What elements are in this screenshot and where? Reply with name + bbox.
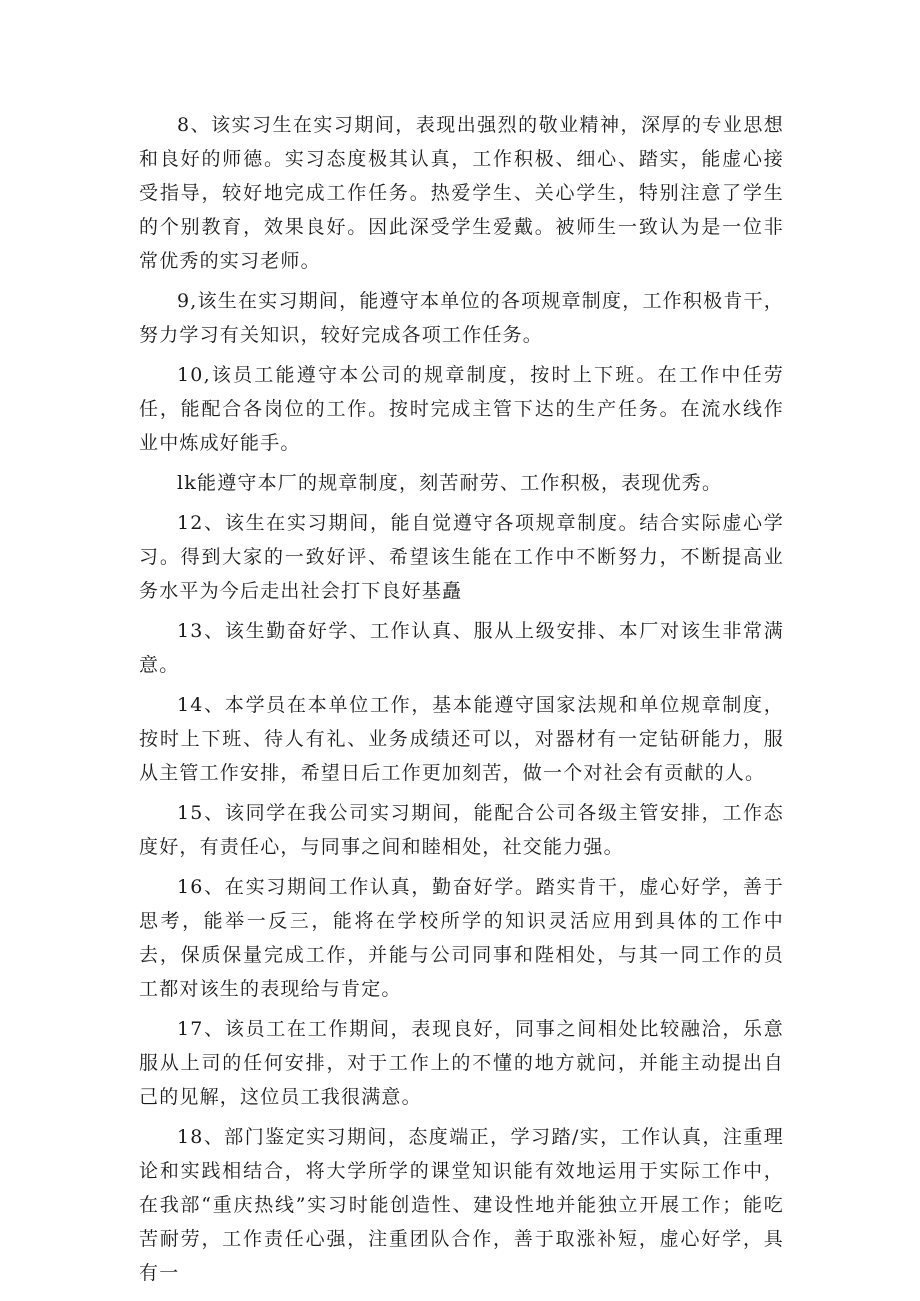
paragraph-13: 13、该生勤奋好学、工作认真、服从上级安排、本厂对该生非常满意。: [139, 620, 784, 676]
paragraph-9: 9,该生在实习期间，能遵守本单位的各项规章制度，工作积极肯干，努力学习有关知识，较好完成各项工作任务。: [139, 290, 784, 346]
paragraph-15: 15、该同学在我公司实习期间，能配合公司各级主管安排，工作态度好，有责任心，与同事之间和睦相处，社交能力强。: [139, 802, 784, 858]
paragraph-18: 18、部门鉴定实习期间，态度端正，学习踏/实，工作认真，注重理论和实践相结合，将大学所学的课堂知识能有效地运用于实际工作中，在我部“重庆热线”实习时能创造性、建设性地并能独立开展工作；能吃苦耐劳，工作责任心强，注重团队合作，善于取涨补短，虚心好学，具有一: [139, 1126, 784, 1284]
paragraph-10: 10,该员工能遵守本公司的规章制度，按时上下班。在工作中任劳任，能配合各岗位的工作。按时完成主管下达的生产任务。在流水线作业中炼成好能手。: [139, 364, 784, 454]
paragraph-8: 8、该实习生在实习期间，表现出强烈的敬业精神，深厚的专业思想和良好的师德。实习态度极其认真，工作积极、细心、踏实，能虚心接受指导，较好地完成工作任务。热爱学生、关心学生，特别注意了学生的个别教育，效果良好。因此深受学生爱戴。被师生一致认为是一位非常优秀的实习老师。: [139, 114, 784, 272]
paragraph-16: 16、在实习期间工作认真，勤奋好学。踏实肯干，虚心好学，善于思考，能举一反三，能将在学校所学的知识灵活应用到具体的工作中去，保质保量完成工作，并能与公司同事和陛相处，与其一同工作的员工都对该生的表现给与肯定。: [139, 876, 784, 1000]
document-body: [139, 108, 784, 1296]
paragraph-14: 14、本学员在本单位工作，基本能遵守国家法规和单位规章制度，按时上下班、待人有礼、业务成绩还可以，对器材有一定钻研能力，服从主管工作安排，希望日后工作更加刻苦，做一个对社会有贡献的人。: [139, 694, 784, 784]
paragraph-12: 12、该生在实习期间，能自觉遵守各项规章制度。结合实际虚心学习。得到大家的一致好评、希望该生能在工作中不断努力，不断提高业务水平为今后走出社会打下良好基矗: [139, 512, 784, 602]
paragraph-11: lk能遵守本厂的规章制度，刻苦耐劳、工作积极，表现优秀。: [177, 472, 723, 494]
paragraph-17: 17、该员工在工作期间，表现良好，同事之间相处比较融洽，乐意服从上司的任何安排，对于工作上的不懂的地方就问，并能主动提出自己的见解，这位员工我很满意。: [139, 1018, 784, 1108]
